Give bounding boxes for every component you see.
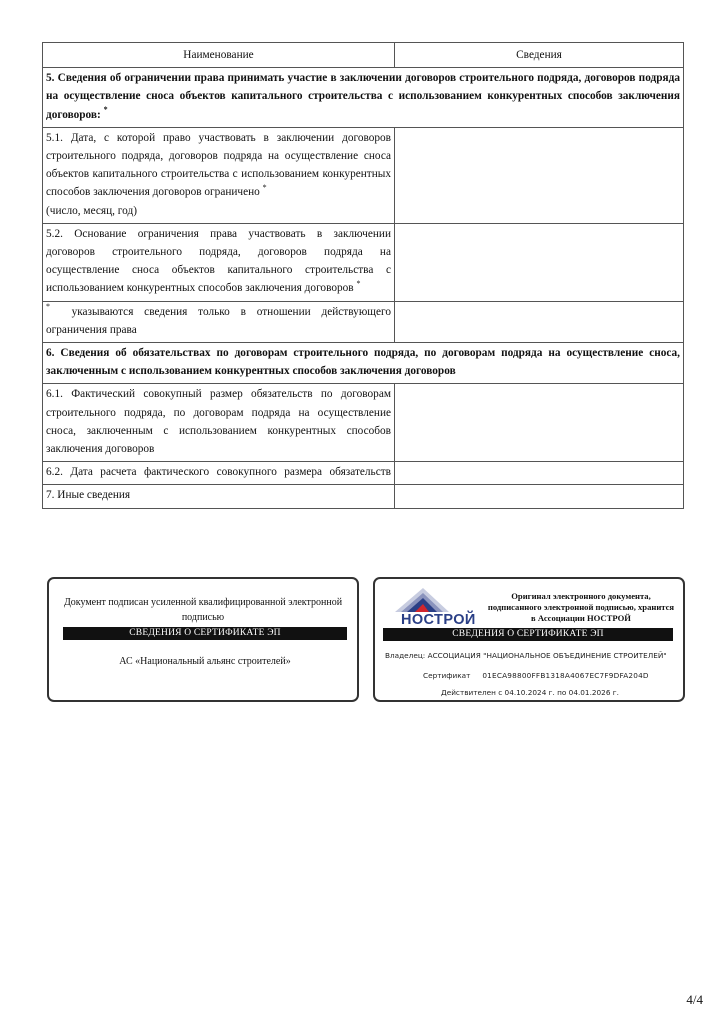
row-5-1-name: 5.1. Дата, с которой право участвовать в заключении договоров строительного подряда, договоров подряда на осуществление сноса объектов капитального строительства с использованием конкурентных способов заключения договоров ограничено * (число, месяц, год)	[43, 127, 395, 223]
header-info: Сведения	[395, 43, 684, 68]
signature-stamp-right	[373, 577, 685, 702]
row-7-value	[395, 485, 684, 508]
row-6-1-value	[395, 384, 684, 462]
signer-organization: АС «Национальный альянс строителей»	[119, 656, 291, 667]
certificate-owner: Владелец: АССОЦИАЦИЯ "НАЦИОНАЛЬНОЕ ОБЪЕДИНЕНИЕ СТРОИТЕЛЕЙ"	[385, 651, 667, 660]
certificate-info-bar: СВЕДЕНИЯ О СЕРТИФИКАТЕ ЭП	[383, 628, 673, 641]
header-name: Наименование	[43, 43, 395, 68]
original-storage-note: Оригинал электронного документа, подписанного электронной подписью, хранится в Ассоциации НОСТРОЙ	[487, 591, 675, 623]
table-row	[43, 127, 684, 223]
certificate-line	[423, 671, 649, 681]
certificate-label: Сертификат	[423, 671, 471, 680]
certificate-number: 01ECA98800FFB1318A4067EC7F9DFA204D	[482, 671, 649, 680]
section-5-row	[43, 68, 684, 128]
row-footnote-value	[395, 301, 684, 342]
section-5-title: 5. Сведения об ограничении права принимать участие в заключении договоров строительного подряда, договоров подряда на осуществление сноса объектов капитального строительства с использованием конкурентных способов заключения договоров: *	[43, 68, 684, 128]
row-5-2-value	[395, 223, 684, 301]
table-row	[43, 485, 684, 508]
nostroy-emblem-icon	[387, 585, 473, 613]
certificate-validity: Действителен с 04.10.2024 г. по 04.01.2026 г.	[441, 688, 619, 697]
registry-table	[42, 42, 684, 509]
row-7-name: 7. Иные сведения	[43, 485, 395, 508]
table-header-row	[43, 43, 684, 68]
row-6-1-name: 6.1. Фактический совокупный размер обязательств по договорам строительного подряда, по договорам подряда на осуществление сноса, заключенным с использованием конкурентных способов заключения договоров	[43, 384, 395, 462]
row-5-1-value	[395, 127, 684, 223]
table-row	[43, 301, 684, 342]
section-6-title: 6. Сведения об обязательствах по договорам строительного подряда, по договорам подряда на осуществление сноса, заключенным с использованием конкурентных способов заключения договоров	[43, 343, 684, 384]
page-number: 4/4	[686, 992, 703, 1007]
row-5-2-name: 5.2. Основание ограничения права участвовать в заключении договоров строительного подряда, договоров подряда на осуществление сноса объектов капитального строительства с использованием конкурентных способов заключения договоров *	[43, 223, 395, 301]
table-row	[43, 384, 684, 462]
signature-stamp-left	[47, 577, 359, 702]
table-row	[43, 462, 684, 485]
certificate-info-bar: СВЕДЕНИЯ О СЕРТИФИКАТЕ ЭП	[63, 627, 347, 640]
logo-text: НОСТРОЙ	[401, 612, 476, 628]
row-footnote-name: * указываются сведения только в отношении действующего ограничения права	[43, 301, 395, 342]
nostroy-logo	[387, 585, 476, 628]
row-6-2-value	[395, 462, 684, 485]
row-6-2-name: 6.2. Дата расчета фактического совокупного размера обязательств	[43, 462, 395, 485]
table-row	[43, 223, 684, 301]
signature-notice: Документ подписан усиленной квалифицированной электронной подписью	[63, 597, 343, 623]
section-6-row	[43, 343, 684, 384]
